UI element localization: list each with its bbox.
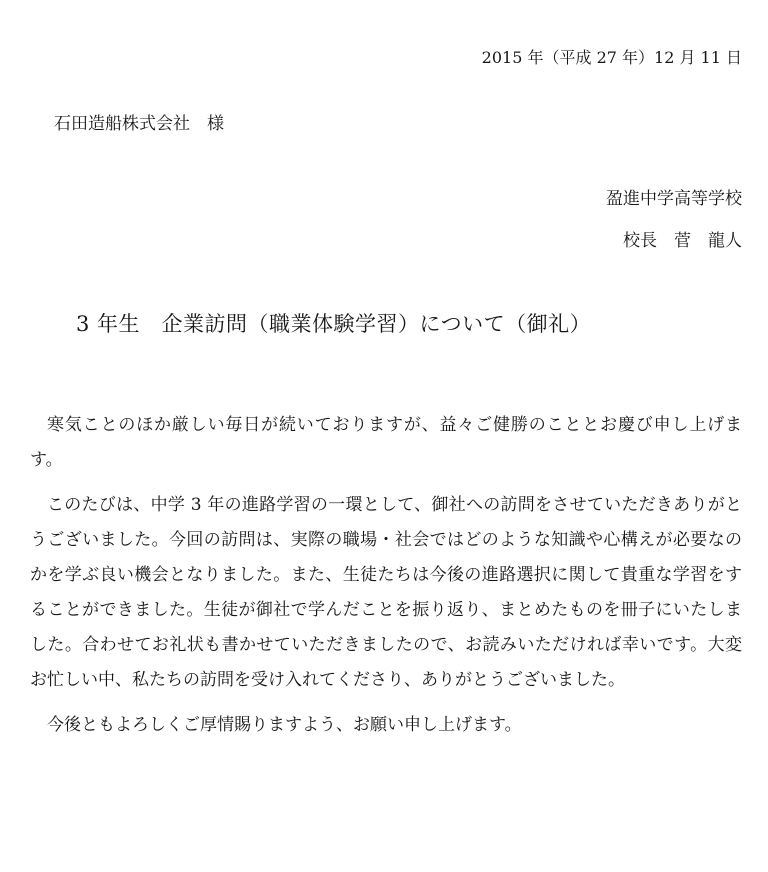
- body-paragraph: このたびは、中学 3 年の進路学習の一環として、御社への訪問をさせていただきありがとうございました。今回の訪問は、実際の職場・社会ではどのような知識や心構えが必要なのかを学ぶ良い機会となりました。また、生徒たちは今後の進路選択に関して貴重な学習をすることができました。生徒が御社で学んだことを振り返り、まとめたものを冊子にいたしました。合わせてお礼状も書かせていただきましたので、お読みいただければ幸いです。大変お忙しい中、私たちの訪問を受け入れてくださり、ありがとうございました。: [30, 495, 742, 690]
- sender-principal: 校長 菅 龍人: [623, 231, 742, 251]
- body-paragraph: 寒気ことのほか厳しい毎日が続いておりますが、益々ご健勝のこととお慶び申し上げます。: [30, 415, 742, 470]
- letter-recipient: 石田造船株式会社 様: [54, 114, 224, 134]
- letter-body: [30, 408, 742, 753]
- letter-sender: [606, 178, 742, 262]
- letter-title: 3 年生 企業訪問（職業体験学習）について（御礼）: [76, 312, 592, 336]
- body-paragraph: 今後ともよろしくご厚情賜りますよう、お願い申し上げます。: [47, 715, 522, 735]
- letter-date: 2015 年（平成 27 年）12 月 11 日: [481, 48, 742, 67]
- sender-school: 盈進中学高等学校: [606, 189, 742, 209]
